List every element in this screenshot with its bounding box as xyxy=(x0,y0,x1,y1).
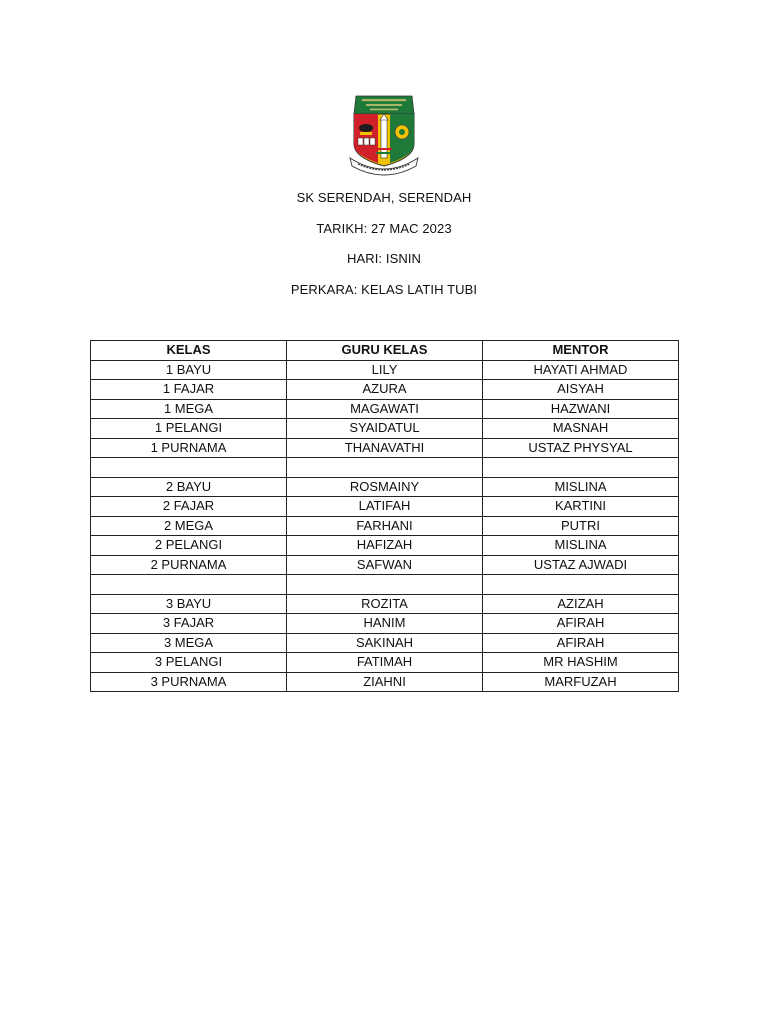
cell-kelas: 3 PURNAMA xyxy=(91,672,287,692)
cell-mentor: MISLINA xyxy=(483,477,679,497)
cell-mentor: USTAZ AJWADI xyxy=(483,555,679,575)
cell-guru-kelas: FATIMAH xyxy=(287,653,483,673)
table-row xyxy=(91,380,679,400)
cell-mentor: MARFUZAH xyxy=(483,672,679,692)
cell-mentor: USTAZ PHYSYAL xyxy=(483,438,679,458)
cell-guru-kelas: FARHANI xyxy=(287,516,483,536)
table-row xyxy=(91,575,679,595)
cell-kelas xyxy=(91,575,287,595)
header-kelas: KELAS xyxy=(91,341,287,361)
table-row xyxy=(91,419,679,439)
date-line: TARIKH: 27 MAC 2023 xyxy=(316,221,452,236)
cell-mentor: AFIRAH xyxy=(483,614,679,634)
cell-kelas: 2 PELANGI xyxy=(91,536,287,556)
cell-guru-kelas: SAFWAN xyxy=(287,555,483,575)
cell-guru-kelas xyxy=(287,458,483,478)
cell-guru-kelas: LATIFAH xyxy=(287,497,483,517)
table-row xyxy=(91,516,679,536)
cell-mentor: KARTINI xyxy=(483,497,679,517)
subject-line: PERKARA: KELAS LATIH TUBI xyxy=(290,282,478,297)
cell-mentor: AFIRAH xyxy=(483,633,679,653)
cell-kelas: 2 FAJAR xyxy=(91,497,287,517)
cell-kelas: 2 MEGA xyxy=(91,516,287,536)
cell-kelas: 3 FAJAR xyxy=(91,614,287,634)
cell-guru-kelas: ROSMAINY xyxy=(287,477,483,497)
cell-kelas: 1 BAYU xyxy=(91,360,287,380)
cell-mentor xyxy=(483,575,679,595)
day-line: HARI: ISNIN xyxy=(346,251,422,266)
cell-guru-kelas: THANAVATHI xyxy=(287,438,483,458)
table-row xyxy=(91,614,679,634)
cell-mentor: MR HASHIM xyxy=(483,653,679,673)
cell-mentor: PUTRI xyxy=(483,516,679,536)
cell-mentor: HAZWANI xyxy=(483,399,679,419)
table-row xyxy=(91,477,679,497)
cell-kelas: 1 FAJAR xyxy=(91,380,287,400)
header-mentor: MENTOR xyxy=(483,341,679,361)
table-row xyxy=(91,633,679,653)
cell-mentor: MISLINA xyxy=(483,536,679,556)
cell-guru-kelas: SYAIDATUL xyxy=(287,419,483,439)
cell-mentor xyxy=(483,458,679,478)
cell-guru-kelas xyxy=(287,575,483,595)
class-mentor-table xyxy=(90,340,679,692)
table-row xyxy=(91,653,679,673)
cell-guru-kelas: AZURA xyxy=(287,380,483,400)
table-row xyxy=(91,672,679,692)
header-guru-kelas: GURU KELAS xyxy=(287,341,483,361)
school-crest-logo xyxy=(348,92,420,178)
table-row xyxy=(91,594,679,614)
cell-mentor: AZIZAH xyxy=(483,594,679,614)
table-row xyxy=(91,555,679,575)
cell-kelas xyxy=(91,458,287,478)
table-row xyxy=(91,399,679,419)
cell-kelas: 1 PURNAMA xyxy=(91,438,287,458)
cell-kelas: 3 PELANGI xyxy=(91,653,287,673)
table-row xyxy=(91,497,679,517)
table-row xyxy=(91,438,679,458)
table-header-row xyxy=(91,341,679,361)
cell-guru-kelas: HANIM xyxy=(287,614,483,634)
cell-guru-kelas: ROZITA xyxy=(287,594,483,614)
cell-kelas: 2 PURNAMA xyxy=(91,555,287,575)
cell-mentor: AISYAH xyxy=(483,380,679,400)
cell-guru-kelas: LILY xyxy=(287,360,483,380)
cell-kelas: 1 MEGA xyxy=(91,399,287,419)
cell-kelas: 3 MEGA xyxy=(91,633,287,653)
cell-kelas: 3 BAYU xyxy=(91,594,287,614)
table-body xyxy=(91,360,679,692)
cell-mentor: HAYATI AHMAD xyxy=(483,360,679,380)
table-row xyxy=(91,536,679,556)
cell-kelas: 1 PELANGI xyxy=(91,419,287,439)
cell-guru-kelas: HAFIZAH xyxy=(287,536,483,556)
table-row xyxy=(91,360,679,380)
cell-mentor: MASNAH xyxy=(483,419,679,439)
cell-guru-kelas: ZIAHNI xyxy=(287,672,483,692)
cell-guru-kelas: SAKINAH xyxy=(287,633,483,653)
school-name: SK SERENDAH, SERENDAH xyxy=(296,190,472,205)
table-row xyxy=(91,458,679,478)
cell-kelas: 2 BAYU xyxy=(91,477,287,497)
cell-guru-kelas: MAGAWATI xyxy=(287,399,483,419)
